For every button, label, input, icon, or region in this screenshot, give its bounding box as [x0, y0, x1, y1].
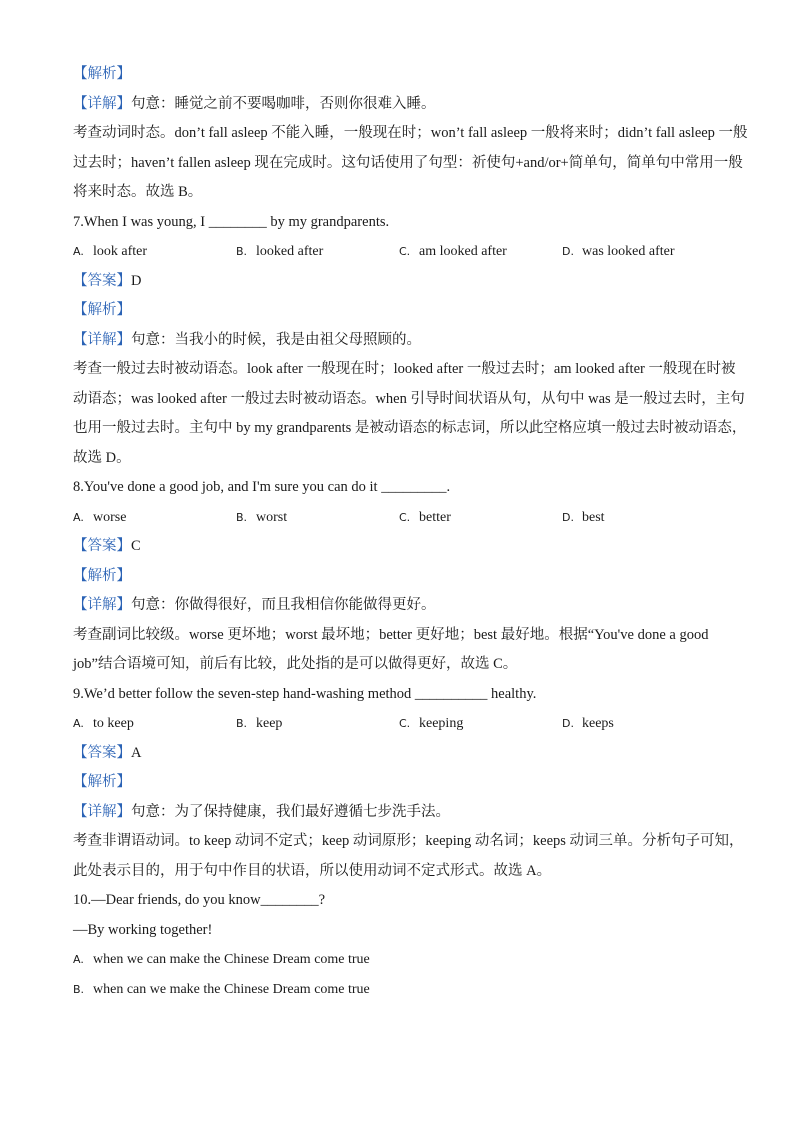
- explanation-line: 将来时态。故选 B。: [73, 184, 203, 200]
- answer-tag: 【答案】: [73, 538, 131, 554]
- detail-line: [73, 798, 733, 828]
- option: [73, 945, 733, 975]
- option-letter: C.: [399, 245, 411, 258]
- option-text: keep: [256, 716, 283, 731]
- explanation-line: 考查副词比较级。worse 更坏地；worst 最坏地；better 更好地；best 最好地。根据“You've done a good: [73, 626, 709, 643]
- detail-text: 句意：睡觉之前不要喝咖啡，否则你很难入睡。: [131, 95, 436, 112]
- explanation-line: 考查非谓语动词。to keep 动词不定式；keep 动词原形；keeping 动名词；keeps 动词三单。分析句子可知，: [73, 833, 744, 849]
- option: [236, 503, 399, 533]
- explanation-line: 也用一般过去时。主句中 by my grandparents 是被动语态的标志词，所以此空格应填一般过去时被动语态，: [73, 420, 747, 436]
- option-text: keeping: [419, 716, 464, 731]
- option-text: worse: [93, 509, 127, 525]
- option-letter: D.: [562, 510, 574, 524]
- question-text: 10.—Dear friends, do you know________?: [73, 892, 326, 908]
- answer-line: [73, 739, 733, 769]
- analysis-tag: 【解析】: [73, 66, 131, 82]
- option-letter: D.: [562, 717, 574, 730]
- option: [73, 237, 236, 267]
- option-text: look after: [93, 244, 148, 259]
- option-letter: B.: [236, 717, 248, 730]
- detail-tag: 【详解】: [73, 597, 131, 613]
- question-text: 7.When I was young, I ________ by my grandparents.: [73, 213, 390, 230]
- detail-text: 句意：为了保持健康，我们最好遵循七步洗手法。: [131, 803, 450, 820]
- detail-text: 句意：当我小的时候，我是由祖父母照顾的。: [131, 331, 421, 348]
- answer-tag: 【答案】: [73, 744, 131, 761]
- option: [399, 709, 562, 739]
- section-heading: [73, 60, 733, 90]
- answer-tag: 【答案】: [73, 272, 131, 289]
- detail-tag: 【详解】: [73, 331, 131, 348]
- option: [399, 503, 562, 533]
- section-heading: [73, 768, 733, 798]
- explanation-line: job”结合语境可知，前后有比较，此处指的是可以做得更好，故选 C。: [73, 656, 518, 672]
- option-text: was looked after: [582, 244, 675, 259]
- answer-line: [73, 267, 733, 297]
- options-row: [73, 503, 733, 533]
- option-letter: B.: [236, 245, 248, 258]
- detail-line: [73, 90, 733, 120]
- option: [562, 237, 725, 267]
- option-text: am looked after: [419, 244, 507, 259]
- detail-tag: 【详解】: [73, 803, 131, 820]
- answer-value: C: [131, 538, 141, 554]
- option-text: worst: [256, 509, 288, 525]
- detail-text: 句意：你做得很好，而且我相信你能做得更好。: [131, 597, 436, 613]
- answer-value: A: [131, 744, 142, 761]
- analysis-tag: 【解析】: [73, 774, 131, 790]
- option-text: keeps: [582, 716, 614, 731]
- document-content: [73, 60, 748, 1004]
- explanation-line: 考查动词时态。don’t fall asleep 不能入睡，一般现在时；won’t fall asleep 一般将来时；didn’t fall asleep 一般: [73, 125, 748, 141]
- option-text: when we can make the Chinese Dream come true: [93, 952, 370, 967]
- option: [399, 237, 562, 267]
- explanation-line: 过去时；haven’t fallen asleep 现在完成时。这句话使用了句型：祈使句+and/or+简单句，简单句中常用一般: [73, 154, 743, 171]
- option-letter: A.: [73, 510, 84, 524]
- explanation-line: 动语态；was looked after 一般过去时被动语态。when 引导时间状语从句，从句中 was 是一般过去时，主句: [73, 390, 745, 407]
- option-letter: C.: [399, 510, 411, 524]
- option-letter: A.: [73, 245, 84, 258]
- option-text: to keep: [93, 716, 134, 731]
- option-letter: B.: [73, 982, 85, 996]
- option: [562, 503, 725, 533]
- option: [73, 975, 733, 1005]
- detail-tag: 【详解】: [73, 95, 131, 112]
- explanation-line: 此处表示目的，用于句中作目的状语，所以使用动词不定式形式。故选 A。: [73, 862, 552, 879]
- analysis-tag: 【解析】: [73, 302, 131, 318]
- analysis-tag: 【解析】: [73, 567, 131, 584]
- option: [236, 709, 399, 739]
- option: [73, 503, 236, 533]
- section-heading: [73, 296, 733, 326]
- option: [73, 709, 236, 739]
- option-letter: D.: [562, 245, 574, 258]
- options-row: [73, 709, 733, 739]
- section-heading: [73, 562, 733, 592]
- explanation-line: 故选 D。: [73, 449, 131, 466]
- option-letter: A.: [73, 953, 84, 966]
- question-text: 9.We’d better follow the seven-step hand-washing method __________ healthy.: [73, 685, 537, 702]
- answer-value: D: [131, 272, 142, 289]
- options-row: [73, 237, 733, 267]
- option: [236, 237, 399, 267]
- answer-line: [73, 532, 733, 562]
- option-letter: C.: [399, 717, 411, 730]
- option: [562, 709, 725, 739]
- option-letter: B.: [236, 510, 248, 524]
- option-text: when can we make the Chinese Dream come true: [93, 981, 370, 997]
- detail-line: [73, 591, 733, 621]
- question-text: 8.You've done a good job, and I'm sure you can do it _________.: [73, 479, 451, 495]
- option-letter: A.: [73, 717, 84, 730]
- detail-line: [73, 326, 733, 356]
- option-text: better: [419, 509, 451, 525]
- explanation-line: 考查一般过去时被动语态。look after 一般现在时；looked after 一般过去时；am looked after 一般现在时被: [73, 361, 736, 377]
- question-text: —By working together!: [73, 921, 213, 938]
- option-text: looked after: [256, 244, 324, 259]
- option-text: best: [582, 509, 605, 525]
